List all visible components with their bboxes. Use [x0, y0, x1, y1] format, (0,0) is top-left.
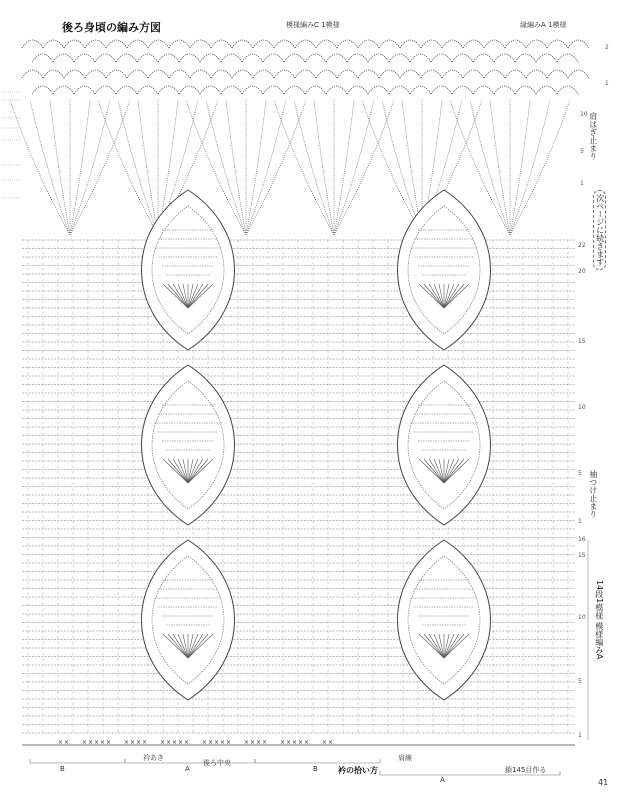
scallop-arc	[32, 54, 53, 62]
scallop-arc	[148, 70, 169, 78]
scallop-arc	[232, 40, 253, 48]
single-crochet-mark: ×	[160, 739, 166, 746]
scallop-arc	[211, 40, 232, 48]
scallop-arc	[137, 86, 158, 94]
collar-pickup-label: 衿の拾い方	[338, 766, 378, 775]
row-number: 1	[578, 518, 582, 525]
single-crochet-mark: ×	[166, 739, 172, 746]
scallop-arc	[347, 54, 368, 62]
yoke-fan-line	[138, 100, 158, 235]
yoke-fan-line	[274, 100, 334, 235]
single-crochet-mark: ×	[286, 739, 292, 746]
yoke-fan-line	[510, 100, 550, 235]
scallop-arc	[431, 54, 452, 62]
scallop-arc	[305, 54, 326, 62]
row-number: 15	[578, 338, 586, 345]
scallop-arc	[473, 54, 494, 62]
yoke-fan-line	[50, 100, 70, 235]
neck-opening-label: 衿あき	[143, 754, 164, 762]
yoke-fan-line	[118, 100, 158, 235]
scallop-arc	[43, 70, 64, 78]
scallop-arc	[463, 70, 484, 78]
row-number: 5	[578, 470, 582, 477]
single-crochet-mark: ×	[322, 739, 328, 746]
pattern-a-label: 14段1模様 模様編みA	[594, 580, 604, 660]
scallop-arc	[316, 40, 337, 48]
row-number: 1	[578, 732, 582, 739]
yoke-fan-line	[10, 100, 70, 235]
scallop-arc	[85, 70, 106, 78]
scallop-arc	[263, 86, 284, 94]
yoke-fan-line	[334, 100, 394, 235]
single-crochet-mark: ×	[64, 739, 70, 746]
single-crochet-mark: ×	[184, 739, 190, 746]
scallop-arc	[484, 70, 505, 78]
scallop-arc	[53, 54, 74, 62]
chain-start-label: 鎖145目作る	[505, 766, 547, 774]
scallop-arc	[95, 54, 116, 62]
section-bracket	[30, 759, 125, 763]
yoke-fan-line	[382, 100, 422, 235]
scallop-arc	[85, 40, 106, 48]
row-number: 20	[578, 268, 586, 275]
single-crochet-mark: ×	[256, 739, 262, 746]
scallop-arc	[431, 86, 452, 94]
scallop-arc	[22, 40, 43, 48]
page-number: 41	[598, 778, 609, 787]
scallop-arc	[274, 70, 295, 78]
scallop-arc	[389, 54, 410, 62]
scallop-arc	[263, 54, 284, 62]
single-crochet-mark: ×	[250, 739, 256, 746]
scallop-arc	[32, 86, 53, 94]
scallop-arc	[400, 40, 421, 48]
scallop-arc	[473, 86, 494, 94]
single-crochet-mark: ×	[136, 739, 142, 746]
scallop-arc	[463, 40, 484, 48]
row-number: 2	[605, 44, 609, 51]
scallop-arc	[316, 70, 337, 78]
scallop-arc	[358, 40, 379, 48]
scallop-arc	[484, 40, 505, 48]
scallop-arc	[410, 86, 431, 94]
section-bracket	[255, 759, 380, 763]
shoulder-line-label: 肩線	[398, 754, 412, 762]
scallop-arc	[106, 70, 127, 78]
single-crochet-mark: ×	[58, 739, 64, 746]
single-crochet-mark: ×	[262, 739, 268, 746]
yoke-fan-line	[510, 100, 530, 235]
scallop-arc	[505, 40, 526, 48]
yoke-fan-line	[362, 100, 422, 235]
scallop-arc	[64, 40, 85, 48]
row-number: 1	[580, 180, 584, 187]
scallop-arc	[547, 40, 568, 48]
yoke-fan-line	[246, 100, 286, 235]
row-number: 22	[578, 242, 586, 249]
yoke-fan-line	[510, 100, 570, 235]
scallop-arc	[326, 86, 347, 94]
scallop-arc	[127, 70, 148, 78]
scallop-arc	[127, 40, 148, 48]
yoke-fan-line	[314, 100, 334, 235]
scallop-arc	[368, 54, 389, 62]
yoke-fan-line	[490, 100, 510, 235]
scallop-arc	[389, 86, 410, 94]
scallop-arc	[452, 54, 473, 62]
scallop-arc	[379, 70, 400, 78]
scallop-arc	[295, 70, 316, 78]
single-crochet-mark: ×	[280, 739, 286, 746]
scallop-arc	[505, 70, 526, 78]
scallop-arc	[568, 40, 589, 48]
section-b-label-2: B	[313, 765, 318, 773]
scallop-arc	[64, 70, 85, 78]
row-number: 5	[578, 678, 582, 685]
scallop-arc	[200, 86, 221, 94]
scallop-arc	[242, 86, 263, 94]
yoke-fan-line	[246, 100, 266, 235]
row-number: 15	[578, 552, 586, 559]
scallop-arc	[547, 70, 568, 78]
section-a-label-2: A	[440, 776, 445, 784]
scallop-arc	[190, 70, 211, 78]
scallop-arc	[305, 86, 326, 94]
scallop-arc	[53, 86, 74, 94]
yoke-fan-line	[98, 100, 158, 235]
scallop-arc	[116, 54, 137, 62]
yoke-fan-line	[70, 100, 110, 235]
scallop-arc	[221, 86, 242, 94]
scallop-arc	[190, 40, 211, 48]
single-crochet-mark: ×	[292, 739, 298, 746]
yoke-fan-line	[226, 100, 246, 235]
scallop-arc	[137, 54, 158, 62]
single-crochet-mark: ×	[142, 739, 148, 746]
scallop-arc	[284, 54, 305, 62]
edge-a-label: 縁編みA 1模様	[520, 21, 567, 29]
scallop-arc	[536, 86, 557, 94]
single-crochet-mark: ×	[178, 739, 184, 746]
scallop-arc	[347, 86, 368, 94]
scallop-arc	[400, 70, 421, 78]
single-crochet-mark: ×	[130, 739, 136, 746]
single-crochet-mark: ×	[220, 739, 226, 746]
pineapple-outline	[398, 190, 491, 350]
single-crochet-mark: ×	[124, 739, 130, 746]
scallop-arc	[526, 70, 547, 78]
single-crochet-mark: ×	[94, 739, 100, 746]
scallop-arc	[95, 86, 116, 94]
scallop-arc	[568, 70, 589, 78]
scallop-arc	[536, 54, 557, 62]
yoke-fan-line	[294, 100, 334, 235]
scallop-arc	[242, 54, 263, 62]
continued-next-page-label: 次ページに続きます	[593, 190, 606, 270]
row-number: 5	[580, 148, 584, 155]
scallop-arc	[295, 40, 316, 48]
scallop-arc	[74, 86, 95, 94]
row-number: 10	[580, 111, 588, 118]
scallop-arc	[337, 40, 358, 48]
single-crochet-mark: ×	[172, 739, 178, 746]
row-number: 16	[578, 536, 586, 543]
scallop-arc	[358, 70, 379, 78]
scallop-arc	[253, 70, 274, 78]
single-crochet-mark: ×	[202, 739, 208, 746]
scallop-arc	[284, 86, 305, 94]
scallop-arc	[557, 54, 578, 62]
scallop-arc	[410, 54, 431, 62]
yoke-fan-line	[334, 100, 374, 235]
scallop-arc	[232, 70, 253, 78]
row-number: 10	[578, 404, 586, 411]
single-crochet-mark: ×	[82, 739, 88, 746]
pineapple-outline	[398, 365, 491, 525]
pattern-c-label: 模様編みC 1模様	[286, 21, 340, 29]
scallop-arc	[179, 54, 200, 62]
scallop-arc	[200, 54, 221, 62]
scallop-arc	[526, 40, 547, 48]
single-crochet-mark: ×	[328, 739, 334, 746]
single-crochet-mark: ×	[208, 739, 214, 746]
yoke-fan-line	[470, 100, 510, 235]
yoke-fan-line	[70, 100, 130, 235]
yoke-fan-line	[246, 100, 306, 235]
single-crochet-mark: ×	[100, 739, 106, 746]
single-crochet-mark: ×	[298, 739, 304, 746]
shoulder-stop-label: 肩はぎ止まり	[588, 112, 598, 160]
pineapple-outline	[142, 190, 235, 350]
scallop-arc	[116, 86, 137, 94]
section-b-label-1: B	[60, 765, 65, 773]
scallop-arc	[452, 86, 473, 94]
scallop-arc	[515, 54, 536, 62]
pineapple-outline	[398, 540, 491, 700]
scallop-arc	[169, 70, 190, 78]
scallop-arc	[221, 54, 242, 62]
scallop-arc	[557, 86, 578, 94]
scallop-arc	[179, 86, 200, 94]
yoke-fan-line	[334, 100, 354, 235]
scallop-arc	[442, 70, 463, 78]
single-crochet-mark: ×	[226, 739, 232, 746]
chart-title: 後ろ身頃の編み方図	[62, 21, 161, 34]
scallop-arc	[368, 86, 389, 94]
scallop-arc	[274, 40, 295, 48]
scallop-arc	[253, 40, 274, 48]
scallop-arc	[211, 70, 232, 78]
scallop-arc	[43, 40, 64, 48]
scallop-arc	[158, 54, 179, 62]
scallop-arc	[442, 40, 463, 48]
scallop-arc	[74, 54, 95, 62]
single-crochet-mark: ×	[88, 739, 94, 746]
scallop-arc	[326, 54, 347, 62]
yoke-fan-line	[70, 100, 90, 235]
pineapple-outline	[142, 365, 235, 525]
scallop-arc	[106, 40, 127, 48]
scallop-arc	[515, 86, 536, 94]
scallop-arc	[421, 70, 442, 78]
back-center-label: 後ろ中央	[203, 759, 231, 767]
yoke-fan-line	[30, 100, 70, 235]
scallop-arc	[379, 40, 400, 48]
scallop-arc	[494, 86, 515, 94]
single-crochet-mark: ×	[304, 739, 310, 746]
single-crochet-mark: ×	[106, 739, 112, 746]
single-crochet-mark: ×	[244, 739, 250, 746]
row-number: 10	[578, 614, 586, 621]
section-a-label-1: A	[185, 765, 190, 773]
scallop-arc	[421, 40, 442, 48]
scallop-arc	[337, 70, 358, 78]
scallop-arc	[22, 70, 43, 78]
scallop-arc	[158, 86, 179, 94]
scallop-arc	[148, 40, 169, 48]
scallop-arc	[169, 40, 190, 48]
single-crochet-mark: ×	[214, 739, 220, 746]
row-number: 1	[605, 80, 609, 87]
scallop-arc	[494, 54, 515, 62]
pineapple-outline	[142, 540, 235, 700]
sleeve-attach-stop-label: 袖つけ止まり	[588, 470, 598, 518]
